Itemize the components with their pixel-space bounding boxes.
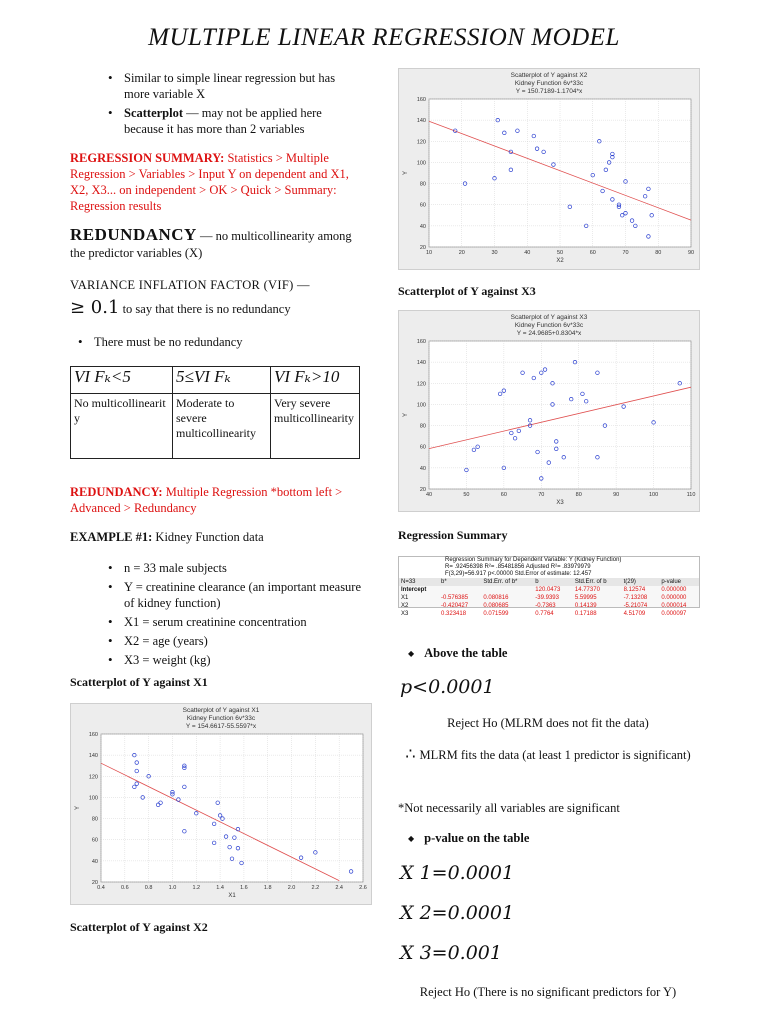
y-axis-label: Y bbox=[403, 170, 409, 176]
caption-regression-summary: Regression Summary bbox=[398, 528, 508, 542]
x-tick-label: 2.0 bbox=[287, 885, 296, 891]
regression-summary-table bbox=[398, 556, 700, 617]
y-tick-label: 60 bbox=[91, 837, 98, 844]
plot-title-line: Kidney Function 6v*33c bbox=[514, 322, 584, 329]
list-item: • X2 = age (years) bbox=[100, 633, 362, 649]
y-tick-label: 40 bbox=[419, 223, 426, 230]
x-tick-label: 60 bbox=[500, 492, 507, 498]
y-tick-label: 40 bbox=[419, 465, 426, 472]
y-tick-label: 100 bbox=[416, 402, 426, 409]
x-tick-label: 2.6 bbox=[359, 885, 367, 891]
x-tick-label: 110 bbox=[686, 492, 696, 498]
x-tick-label: 1.0 bbox=[168, 885, 177, 891]
reg-header-cell: Std.Err. of b bbox=[574, 579, 607, 585]
vif-cell: Moderate to severe multicollinearity bbox=[173, 394, 271, 459]
x-tick-label: 1.8 bbox=[263, 885, 272, 891]
x-tick-label: 10 bbox=[425, 250, 433, 256]
y-tick-label: 80 bbox=[419, 423, 426, 430]
caption-scatter-x2: Scatterplot of Y against X2 bbox=[70, 920, 208, 934]
above-table-heading: ◆ Above the table bbox=[408, 646, 507, 661]
y-tick-label: 140 bbox=[88, 753, 98, 760]
vif-header-cell: VI Fₖ>10 bbox=[271, 367, 360, 394]
y-tick-label: 20 bbox=[419, 487, 426, 493]
x-tick-label: 0.8 bbox=[144, 885, 153, 891]
plot-title-line: Scatterplot of Y against X2 bbox=[510, 72, 588, 79]
x-tick-label: 100 bbox=[648, 492, 659, 498]
y-tick-label: 40 bbox=[91, 858, 98, 865]
y-tick-label: 20 bbox=[91, 880, 98, 886]
x-axis-label: X1 bbox=[228, 893, 236, 899]
page-title: MULTIPLE LINEAR REGRESSION MODEL bbox=[148, 24, 620, 51]
y-tick-label: 160 bbox=[88, 732, 98, 738]
vif-table bbox=[70, 366, 360, 459]
x-tick-label: 40 bbox=[524, 250, 531, 256]
y-axis-label: Y bbox=[403, 412, 409, 418]
x-axis-label: X3 bbox=[556, 500, 564, 506]
list-item: • Similar to simple linear regression but has more variable X bbox=[100, 70, 362, 102]
reg-header-cell: p-value bbox=[661, 579, 682, 585]
reject-ho-1: Reject Ho (MLRM does not fit the data) bbox=[447, 716, 649, 730]
y-tick-label: 100 bbox=[416, 160, 426, 167]
reg-header-cell: t(29) bbox=[623, 579, 636, 585]
plot-area bbox=[101, 734, 363, 882]
example-list bbox=[100, 560, 362, 671]
table-row: X1 -0.576385 0.080816 -39.9393 5.59995 -7.13208 0.000000 bbox=[401, 595, 687, 601]
table-row: Intercept 120.0473 14.77370 8.12574 0.000000 bbox=[401, 587, 687, 593]
reg-header-cell: b bbox=[535, 579, 539, 585]
x-tick-label: 40 bbox=[425, 492, 433, 498]
reject-ho-2: Reject Ho (There is no significant predictors for Y) bbox=[419, 985, 677, 999]
plot-title-line: Y = 24.9685+0.8304*x bbox=[516, 330, 582, 337]
y-tick-label: 100 bbox=[88, 795, 98, 802]
x-tick-label: 1.2 bbox=[192, 885, 201, 891]
therefore-icon: ∴ bbox=[405, 746, 416, 763]
scatterplot-x3-canvas bbox=[399, 311, 699, 511]
scatterplot-x1-canvas bbox=[71, 704, 371, 904]
y-tick-label: 60 bbox=[419, 202, 426, 209]
x1-pvalue-math: X 1=0.0001 bbox=[400, 862, 515, 884]
redundancy-path-note: REDUNDANCY: Multiple Regression *bottom left > Advanced > Redundancy bbox=[70, 485, 343, 515]
scatterplot-x2 bbox=[398, 68, 700, 270]
reg-header-cell: N=33 bbox=[401, 579, 416, 585]
y-tick-label: 160 bbox=[416, 339, 426, 345]
y-tick-label: 140 bbox=[416, 118, 426, 125]
reg-header-cell: b* bbox=[441, 579, 447, 585]
table-row: X2 -0.420427 0.080685 -0.7363 0.14139 -5.21074 0.000014 bbox=[401, 603, 687, 609]
y-tick-label: 20 bbox=[419, 245, 426, 251]
x-tick-label: 80 bbox=[575, 492, 582, 498]
x2-pvalue-math: X 2=0.0001 bbox=[400, 902, 515, 924]
vif-cell: No multicollinearity bbox=[71, 394, 173, 459]
y-axis-label: Y bbox=[75, 805, 81, 811]
y-tick-label: 120 bbox=[416, 139, 426, 146]
vif-header-cell: 5≤VI Fₖ bbox=[173, 367, 271, 394]
not-necessarily-note: *Not necessarily all variables are significant bbox=[398, 801, 620, 815]
x-tick-label: 20 bbox=[458, 250, 465, 256]
x-tick-label: 60 bbox=[589, 250, 596, 256]
caption-scatter-x1: Scatterplot of Y against X1 bbox=[70, 675, 208, 689]
plot-title-line: Y = 150.7189-1.1704*x bbox=[515, 88, 583, 95]
x-tick-label: 0.6 bbox=[120, 885, 129, 891]
x-tick-label: 70 bbox=[538, 492, 545, 498]
x-tick-label: 0.4 bbox=[97, 885, 105, 891]
x-axis-label: X2 bbox=[556, 258, 564, 264]
x3-pvalue-math: X 3=0.001 bbox=[400, 942, 502, 964]
x-tick-label: 90 bbox=[613, 492, 620, 498]
plot-title-line: Kidney Function 6v*33c bbox=[186, 715, 256, 722]
x-tick-label: 50 bbox=[556, 250, 564, 256]
plot-title-line: Scatterplot of Y against X3 bbox=[510, 314, 588, 321]
caption-scatter-x3: Scatterplot of Y against X3 bbox=[398, 284, 536, 298]
table-row: X3 0.323418 0.071599 0.7764 0.17188 4.51709 0.000097 bbox=[401, 611, 687, 617]
y-tick-label: 160 bbox=[416, 97, 426, 103]
x-tick-label: 30 bbox=[491, 250, 498, 256]
plot-area bbox=[429, 341, 691, 489]
reg-table-title: Regression Summary for Dependent Variable: Y (Kidney Function) bbox=[445, 557, 622, 563]
p-value-math: p<0.0001 bbox=[400, 676, 495, 698]
x-tick-label: 70 bbox=[622, 250, 629, 256]
x-tick-label: 50 bbox=[463, 492, 470, 498]
list-item: • Scatterplot — may not be applied here because it has more than 2 variables bbox=[100, 105, 362, 137]
scatterplot-x2-canvas bbox=[399, 69, 699, 269]
list-item: • X3 = weight (kg) bbox=[100, 652, 362, 668]
reg-table-stats: R= .92456398 R²= .85481856 Adjusted R²= .83979979 bbox=[445, 564, 591, 570]
plot-title-line: Scatterplot of Y against X1 bbox=[182, 707, 260, 714]
reg-table-fstat: F(3,29)=56.917 p<.00000 Std.Error of estimate: 12.457 bbox=[445, 571, 592, 577]
redundancy-note: REDUNDANCY — no multicollinearity among the predictor variables (X) bbox=[70, 225, 352, 260]
y-tick-label: 140 bbox=[416, 360, 426, 367]
y-tick-label: 80 bbox=[419, 181, 426, 188]
list-item: • Y = creatinine clearance (an important measure of kidney function) bbox=[100, 579, 362, 611]
scatterplot-x3 bbox=[398, 310, 700, 512]
x-tick-label: 2.2 bbox=[311, 885, 320, 891]
intro-section bbox=[100, 70, 362, 140]
reg-header-cell: Std.Err. of b* bbox=[483, 579, 518, 585]
list-item: • X1 = serum creatinine concentration bbox=[100, 614, 362, 630]
vif-heading: VARIANCE INFLATION FACTOR (VIF) — ≥ 0.1 to say that there is no redundancy bbox=[70, 278, 310, 318]
list-item: • There must be no redundancy bbox=[70, 334, 362, 350]
x-tick-label: 2.4 bbox=[335, 885, 344, 891]
vif-cell: Very severe multicollinearity bbox=[271, 394, 360, 459]
y-tick-label: 60 bbox=[419, 444, 426, 451]
regression-summary-note: REGRESSION SUMMARY: Statistics > Multiple Regression > Variables > Input Y on dependent and X1, X2, X3... on independent > OK > Quick > Summary: Regression results bbox=[70, 151, 349, 213]
pvalue-on-table-heading: ◆ p-value on the table bbox=[408, 831, 529, 846]
vif-header-cell: VI Fₖ<5 bbox=[71, 367, 173, 394]
y-tick-label: 80 bbox=[91, 816, 98, 823]
list-item: • n = 33 male subjects bbox=[100, 560, 362, 576]
x-tick-label: 80 bbox=[655, 250, 662, 256]
x-tick-label: 1.4 bbox=[216, 885, 224, 891]
x-tick-label: 90 bbox=[687, 250, 695, 256]
y-tick-label: 120 bbox=[88, 774, 98, 781]
x-tick-label: 1.6 bbox=[240, 885, 248, 891]
plot-title-line: Y = 154.6617-55.5597*x bbox=[185, 723, 257, 730]
scatterplot-x1 bbox=[70, 703, 372, 905]
example-heading: EXAMPLE #1: Kidney Function data bbox=[70, 530, 264, 544]
plot-title-line: Kidney Function 6v*33c bbox=[514, 80, 584, 87]
y-tick-label: 120 bbox=[416, 381, 426, 388]
mlrm-fits-conclusion: ∴ MLRM fits the data (at least 1 predictor is significant) bbox=[405, 746, 691, 763]
no-redundancy-bullet bbox=[70, 334, 362, 353]
